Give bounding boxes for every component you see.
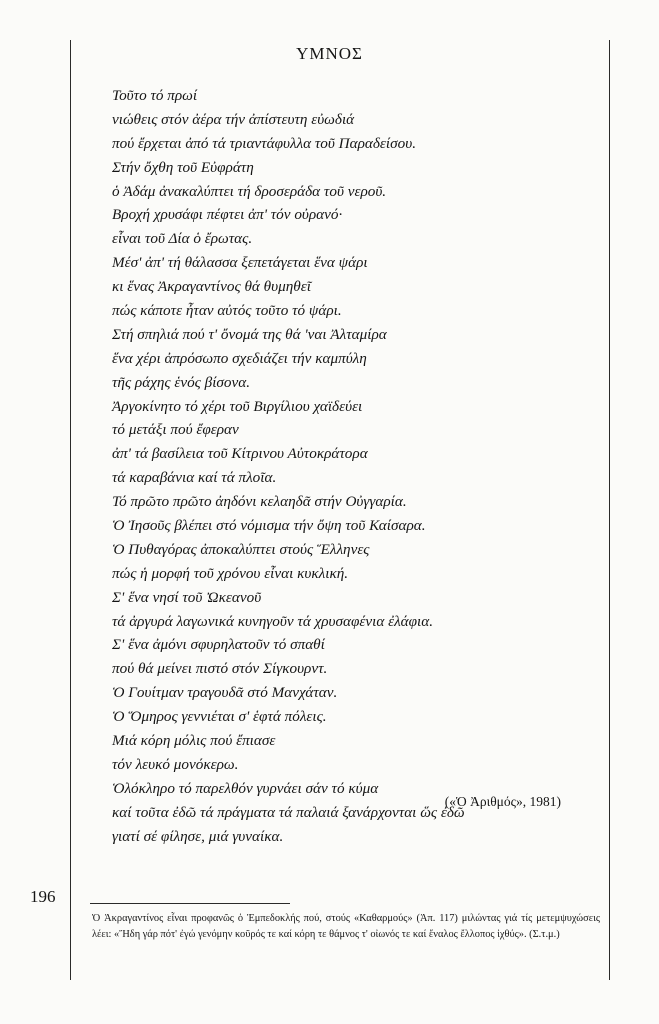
poem-line: πού θά μείνει πιστό στόν Σίγκουρντ. [112, 660, 328, 678]
poem-line: Ἀργοκίνητο τό χέρι τοῦ Βιργίλιου χαϊδεύει [112, 397, 363, 415]
poem-line: Ὁ Πυθαγόρας ἀποκαλύπτει στούς Ἕλληνες [112, 540, 370, 558]
poem-line: τόν λευκό μονόκερω. [112, 755, 239, 773]
poem-line: Σ' ἕνα νησί τοῦ Ὠκεανοῦ [112, 588, 262, 606]
poem-line: Στή σπηλιά πού τ' ὄνομά της θά 'ναι Ἀλταμίρα [112, 325, 387, 343]
poem-line: πώς ἡ μορφή τοῦ χρόνου εἶναι κυκλική. [112, 564, 349, 582]
poem-line: τό μετάξι πού ἔφεραν [112, 421, 239, 439]
poem-title: ΥΜΝΟΣ [296, 44, 363, 63]
poem-line: κι ἕνας Ἀκραγαντίνος θά θυμηθεῖ [112, 278, 311, 296]
right-margin-rule [609, 40, 610, 980]
poem-line: γιατί σέ φίλησε, μιά γυναίκα. [112, 827, 284, 845]
poem-source-citation: («Ὁ Ἀριθμός», 1981) [444, 794, 561, 809]
page-number: 196 [30, 887, 56, 906]
poem-line: Ὁλόκληρο τό παρελθόν γυρνάει σάν τό κύμα [112, 779, 379, 797]
poem-line: Ὁ Γουίτμαν τραγουδᾶ στό Μανχάταν. [112, 684, 338, 702]
poem-line: τά ἀργυρά λαγωνικά κυνηγοῦν τά χρυσαφένια ἐλάφια. [112, 612, 434, 630]
poem-line: εἶναι τοῦ Δία ὁ ἔρωτας. [112, 230, 253, 248]
poem-line: Τοῦτο τό πρωί [112, 87, 198, 104]
poem-line: Βροχή χρυσάφι πέφτει ἀπ' τόν οὐρανό· [112, 206, 343, 224]
poem-line: τῆς ράχης ἑνός βίσονα. [112, 373, 251, 391]
poem-line: ὁ Ἀδάμ ἀνακαλύπτει τή δροσεράδα τοῦ νεροῦ. [112, 182, 387, 200]
footnote: Ὁ Ἀκραγαντίνος εἶναι προφανῶς ὁ Ἐμπεδοκλής πού, στούς «Καθαρμούς» (Ἀπ. 117) μιλώντας γιά τίς μετεμψυχώσεις λέει: «Ἤδη γάρ πότ' ἐγώ γενόμην κοῦρός τε καί κόρη τε θάμνος τ' οἰωνός τε καί ἔναλος ἔλλοπος ἰχθύς». (Σ.τ.μ.) [92, 913, 600, 940]
poem-line: ἕνα χέρι ἀπρόσωπο σχεδιάζει τήν καμπύλη [112, 349, 367, 367]
poem-line: Ὁ Ὅμηρος γεννιέται σ' ἑφτά πόλεις. [112, 708, 327, 726]
poem-line: καί τοῦτα ἐδῶ τά πράγματα τά παλαιά ξανάρχονται ὥς ἐδῶ [112, 803, 465, 821]
poem-line: νιώθεις στόν ἀέρα τήν ἀπίστευτη εὐωδιά [112, 110, 355, 128]
poem-body [112, 84, 582, 849]
poem-line: Ὁ Ἰησοῦς βλέπει στό νόμισμα τήν ὄψη τοῦ Καίσαρα. [112, 517, 426, 535]
poem-line: Στήν ὄχθη τοῦ Εὐφράτη [112, 158, 254, 176]
left-margin-rule [70, 40, 71, 980]
poem-line: Τό πρῶτο πρῶτο ἀηδόνι κελαηδᾶ στήν Οὐγγαρία. [112, 493, 407, 511]
poem-line: πώς κάποτε ἦταν αὐτός τοῦτο τό ψάρι. [112, 302, 342, 320]
poem-line: τά καραβάνια καί τά πλοῖα. [112, 469, 277, 487]
poem-line: πού ἔρχεται ἀπό τά τριαντάφυλλα τοῦ Παραδείσου. [112, 134, 416, 152]
poem-line: Μιά κόρη μόλις πού ἔπιασε [112, 732, 276, 750]
poem-line: Σ' ἕνα ἀμόνι σφυρηλατοῦν τό σπαθί [112, 636, 325, 654]
footnote-divider [90, 903, 290, 904]
poem-line: Μέσ' ἀπ' τή θάλασσα ξεπετάγεται ἕνα ψάρι [112, 254, 368, 272]
poem-line: ἀπ' τά βασίλεια τοῦ Κίτρινου Αὐτοκράτορα [112, 445, 368, 463]
